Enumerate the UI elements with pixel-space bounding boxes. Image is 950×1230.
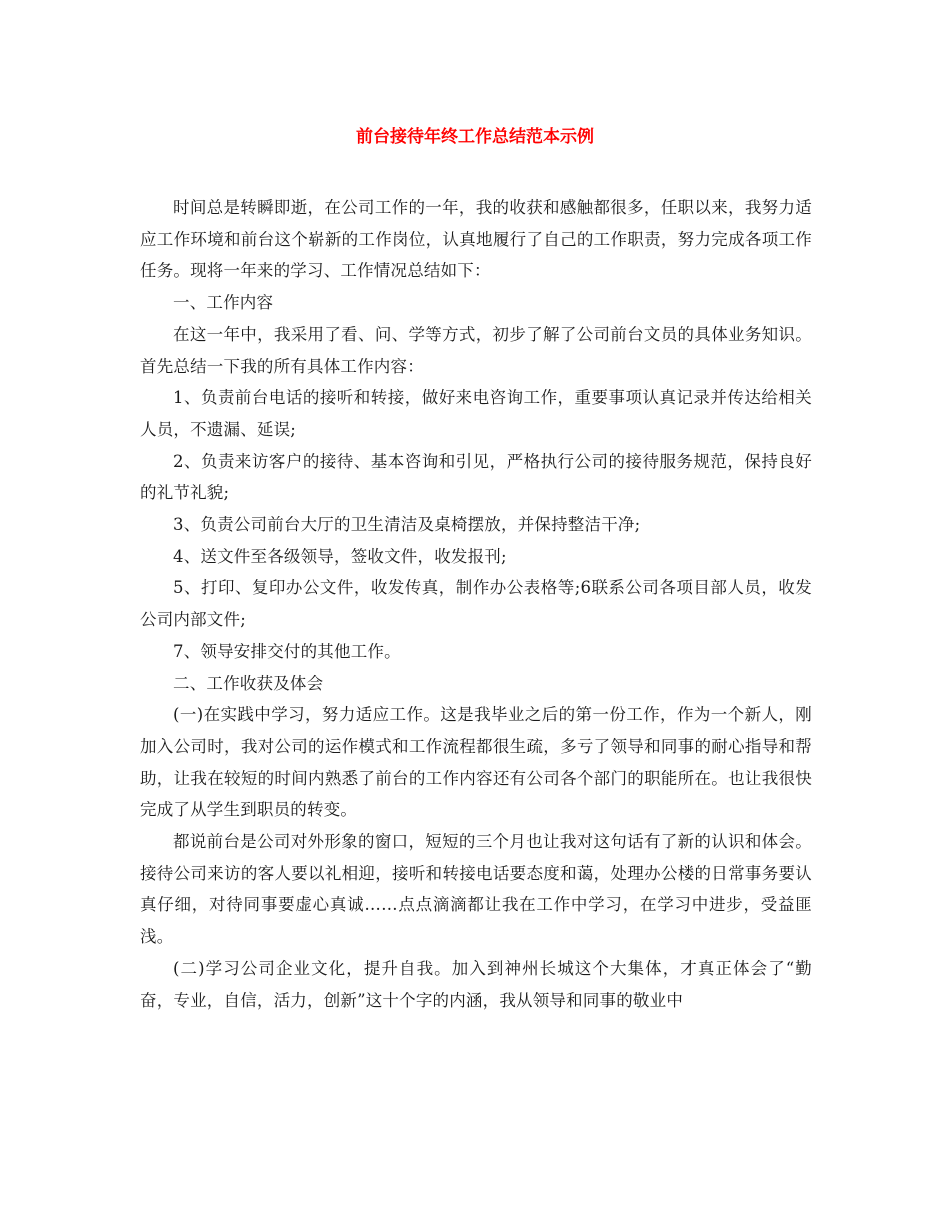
paragraph-gains-2: (二)学习公司企业文化，提升自我。加入到神州长城这个大集体，才真正体会了“勤奋，专业，自信，活力，创新”这十个字的内涵，我从领导和同事的敬业中 <box>140 958 812 1010</box>
document-body <box>140 192 812 1016</box>
document-title: 前台接待年终工作总结范本示例 <box>356 127 594 147</box>
paragraph-intro: 时间总是转瞬即逝，在公司工作的一年，我的收获和感触都很多，任职以来，我努力适应工作环境和前台这个崭新的工作岗位，认真地履行了自己的工作职责，努力完成各项工作任务。现将一年来的学习、工作情况总结如下： <box>140 198 812 281</box>
list-item-4: 4、送文件至各级领导，签收文件，收发报刊; <box>173 546 507 566</box>
section-heading-work-content: 一、工作内容 <box>173 293 274 313</box>
paragraph-work-overview: 在这一年中，我采用了看、问、学等方式，初步了解了公司前台文员的具体业务知识。首先总结一下我的所有具体工作内容： <box>140 324 812 376</box>
list-item-1: 1、负责前台电话的接听和转接，做好来电咨询工作，重要事项认真记录并传达给相关人员，不遗漏、延误; <box>140 388 812 439</box>
list-item-5-6: 5、打印、复印办公文件，收发传真，制作办公表格等;6联系公司各项目部人员，收发公司内部文件; <box>140 578 812 630</box>
paragraph-gains-1: (一)在实践中学习，努力适应工作。这是我毕业之后的第一份工作，作为一个新人，刚加入公司时，我对公司的运作模式和工作流程都很生疏，多亏了领导和同事的耐心指导和帮助，让我在较短的时间内熟悉了前台的工作内容还有公司各个部门的职能所在。也让我很快完成了从学生到职员的转变。 <box>140 705 812 820</box>
section-heading-gains: 二、工作收获及体会 <box>173 673 324 693</box>
list-item-2: 2、负责来访客户的接待、基本咨询和引见，严格执行公司的接待服务规范，保持良好的礼节礼貌; <box>140 451 812 503</box>
list-item-3: 3、负责公司前台大厅的卫生清洁及桌椅摆放，并保持整洁干净; <box>173 515 641 535</box>
paragraph-front-desk-window: 都说前台是公司对外形象的窗口，短短的三个月也让我对这句话有了新的认识和体会。接待公司来访的客人要以礼相迎，接听和转接电话要态度和蔼，处理办公楼的日常事务要认真仔细，对待同事要虚心真诚……点点滴滴都让我在工作中学习，在学习中进步，受益匪浅。 <box>140 832 812 947</box>
list-item-7: 7、领导安排交付的其他工作。 <box>173 641 401 661</box>
